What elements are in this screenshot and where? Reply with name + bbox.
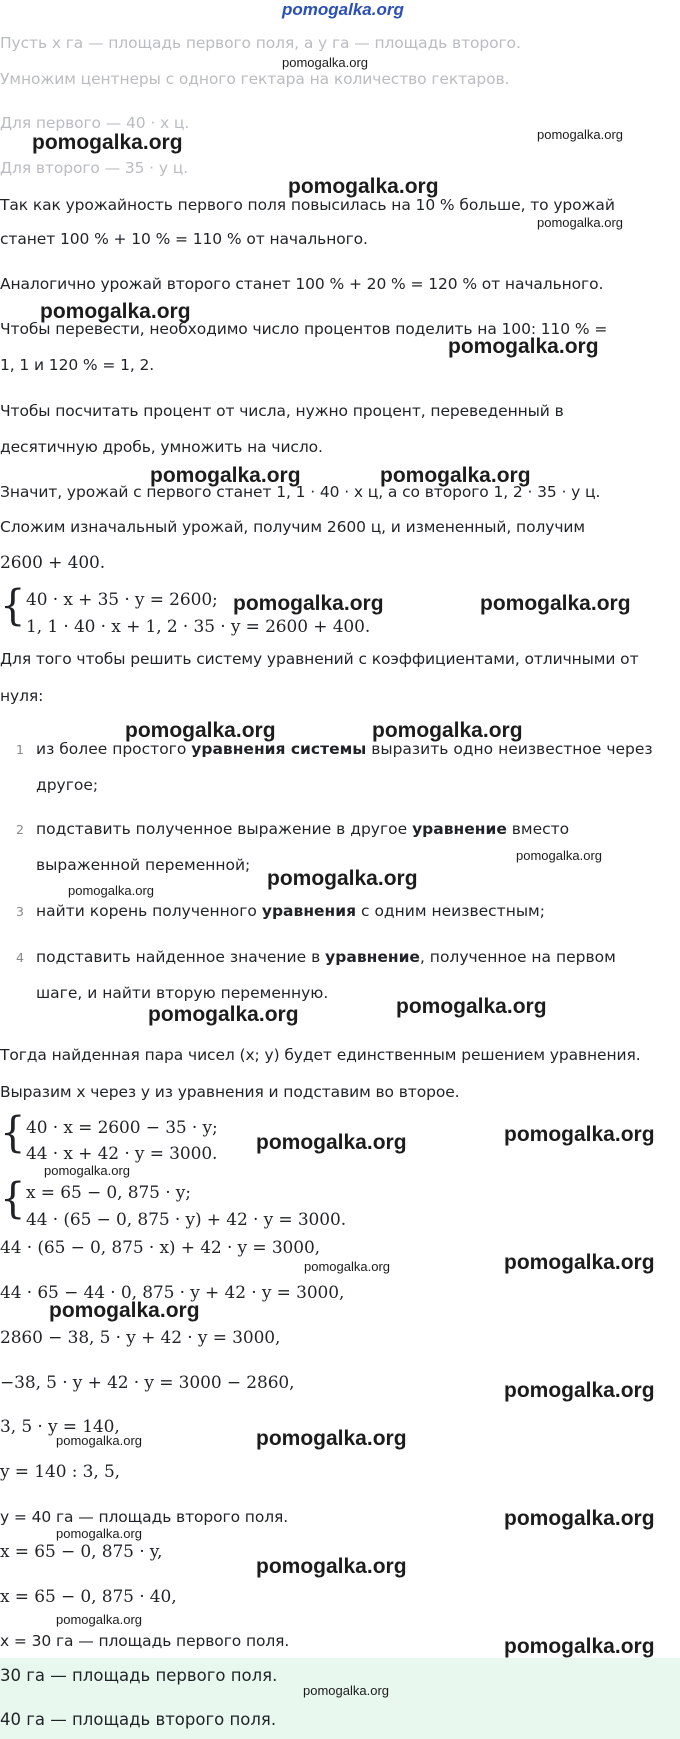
paragraph-yield-1a: Так как урожайность первого поля повысилась на 10 % больше, то урожай <box>0 196 615 214</box>
step-1-line-2: другое; <box>36 776 99 794</box>
answer-line-1: 30 га — площадь первого поля. <box>0 1666 278 1685</box>
calc-line: 44 · 65 − 44 · 0, 875 · y + 42 · y = 3000, <box>0 1283 345 1303</box>
paragraph-express-x: Выразим x через y из уравнения и подставим во второе. <box>0 1083 460 1101</box>
watermark: pomogalka.org <box>516 848 602 863</box>
step-number: 2 <box>16 822 24 837</box>
watermark: pomogalka.org <box>396 995 547 1018</box>
step-4-line-1: подставить найденное значение в уравнение, полученное на первом <box>36 948 616 966</box>
watermark: pomogalka.org <box>448 335 599 358</box>
watermark: pomogalka.org <box>56 1612 142 1627</box>
watermark: pomogalka.org <box>256 1131 407 1154</box>
paragraph-yield-1b: станет 100 % + 10 % = 110 % от начального. <box>0 230 368 248</box>
watermark: pomogalka.org <box>233 592 384 615</box>
watermark: pomogalka.org <box>256 1427 407 1450</box>
watermark: pomogalka.org <box>372 719 523 742</box>
step-4-line-2: шаге, и найти вторую переменную. <box>36 984 329 1002</box>
watermark: pomogalka.org <box>504 1251 655 1274</box>
intro-line-2: Умножим центнеры с одного гектара на количество гектаров. <box>0 70 510 88</box>
step-3-line-1: найти корень полученного уравнения с одним неизвестным; <box>36 902 545 920</box>
system-brace: { <box>0 1174 26 1224</box>
answer-box <box>0 1658 680 1739</box>
intro-line-4: Для второго — 35 · y ц. <box>0 159 188 177</box>
system3-eq1: x = 65 − 0, 875 · y; <box>26 1183 191 1203</box>
system1-eq2: 1, 1 · 40 · x + 1, 2 · 35 · y = 2600 + 400. <box>26 617 371 637</box>
watermark: pomogalka.org <box>32 131 183 154</box>
watermark: pomogalka.org <box>56 1433 142 1448</box>
calc-line: 2860 − 38, 5 · y + 42 · y = 3000, <box>0 1328 281 1348</box>
watermark: pomogalka.org <box>56 1526 142 1541</box>
watermark: pomogalka.org <box>480 592 631 615</box>
paragraph-percent-b: десятичную дробь, умножить на число. <box>0 438 323 456</box>
calc-line: x = 30 га — площадь первого поля. <box>0 1632 290 1650</box>
intro-line-3: Для первого — 40 · x ц. <box>0 114 190 132</box>
watermark: pomogalka.org <box>504 1507 655 1530</box>
paragraph-sum-a: Сложим изначальный урожай, получим 2600 ц, и измененный, получим <box>0 518 585 536</box>
calc-line: 3, 5 · y = 140, <box>0 1417 120 1437</box>
watermark: pomogalka.org <box>282 55 368 70</box>
watermark: pomogalka.org <box>44 1163 130 1178</box>
system3-eq2: 44 · (65 − 0, 875 · y) + 42 · y = 3000. <box>26 1210 346 1230</box>
system1-eq1: 40 · x + 35 · y = 2600; <box>26 590 218 610</box>
watermark: pomogalka.org <box>148 1003 299 1026</box>
watermark: pomogalka.org <box>267 867 418 890</box>
system2-eq1: 40 · x = 2600 − 35 · y; <box>26 1118 218 1138</box>
watermark: pomogalka.org <box>304 1259 390 1274</box>
paragraph-yield-2: Аналогично урожай второго станет 100 % + 20 % = 120 % от начального. <box>0 275 604 293</box>
paragraph-method-b: нуля: <box>0 687 44 705</box>
calc-line: x = 65 − 0, 875 · y, <box>0 1542 163 1562</box>
step-1-line-1: из более простого уравнения системы выразить одно неизвестное через <box>36 740 653 758</box>
watermark: pomogalka.org <box>125 719 276 742</box>
system-brace: { <box>0 581 26 631</box>
step-2-line-2: выраженной переменной; <box>36 856 251 874</box>
watermark: pomogalka.org <box>537 215 623 230</box>
paragraph-new-yield: Значит, урожай с первого станет 1, 1 · 40 · x ц, а со второго 1, 2 · 35 · y ц. <box>0 483 601 501</box>
watermark: pomogalka.org <box>288 175 439 198</box>
paragraph-sum-b: 2600 + 400. <box>0 553 106 573</box>
watermark: pomogalka.org <box>504 1635 655 1658</box>
watermark: pomogalka.org <box>303 1683 389 1698</box>
paragraph-method-a: Для того чтобы решить систему уравнений с коэффициентами, отличными от <box>0 650 639 668</box>
system-brace: { <box>0 1108 26 1158</box>
paragraph-convert-a: Чтобы перевести, необходимо число процентов поделить на 100: 110 % = <box>0 320 608 338</box>
watermark: pomogalka.org <box>537 127 623 142</box>
step-number: 4 <box>16 950 24 965</box>
calc-line: 44 · (65 − 0, 875 · x) + 42 · y = 3000, <box>0 1238 320 1258</box>
watermark: pomogalka.org <box>150 464 301 487</box>
watermark: pomogalka.org <box>256 1555 407 1578</box>
calc-line: −38, 5 · y + 42 · y = 3000 − 2860, <box>0 1373 295 1393</box>
calc-line: y = 140 : 3, 5, <box>0 1462 120 1482</box>
watermark: pomogalka.org <box>68 883 154 898</box>
calc-line: y = 40 га — площадь второго поля. <box>0 1508 289 1526</box>
watermark: pomogalka.org <box>380 464 531 487</box>
paragraph-convert-b: 1, 1 и 120 % = 1, 2. <box>0 356 155 374</box>
step-number: 1 <box>16 742 24 757</box>
paragraph-percent-a: Чтобы посчитать процент от числа, нужно процент, переведенный в <box>0 402 564 420</box>
watermark: pomogalka.org <box>40 300 191 323</box>
watermark: pomogalka.org <box>504 1379 655 1402</box>
watermark: pomogalka.org <box>504 1123 655 1146</box>
site-title[interactable]: pomogalka.org <box>282 0 404 19</box>
system2-eq2: 44 · x + 42 · y = 3000. <box>26 1144 218 1164</box>
intro-line-1: Пусть x га — площадь первого поля, а y га — площадь второго. <box>0 34 521 52</box>
calc-line: x = 65 − 0, 875 · 40, <box>0 1587 177 1607</box>
step-2-line-1: подставить полученное выражение в другое уравнение вместо <box>36 820 570 838</box>
watermark: pomogalka.org <box>49 1299 200 1322</box>
answer-line-2: 40 га — площадь второго поля. <box>0 1710 277 1729</box>
step-number: 3 <box>16 904 24 919</box>
paragraph-unique-solution: Тогда найденная пара чисел (x; y) будет единственным решением уравнения. <box>0 1046 641 1064</box>
